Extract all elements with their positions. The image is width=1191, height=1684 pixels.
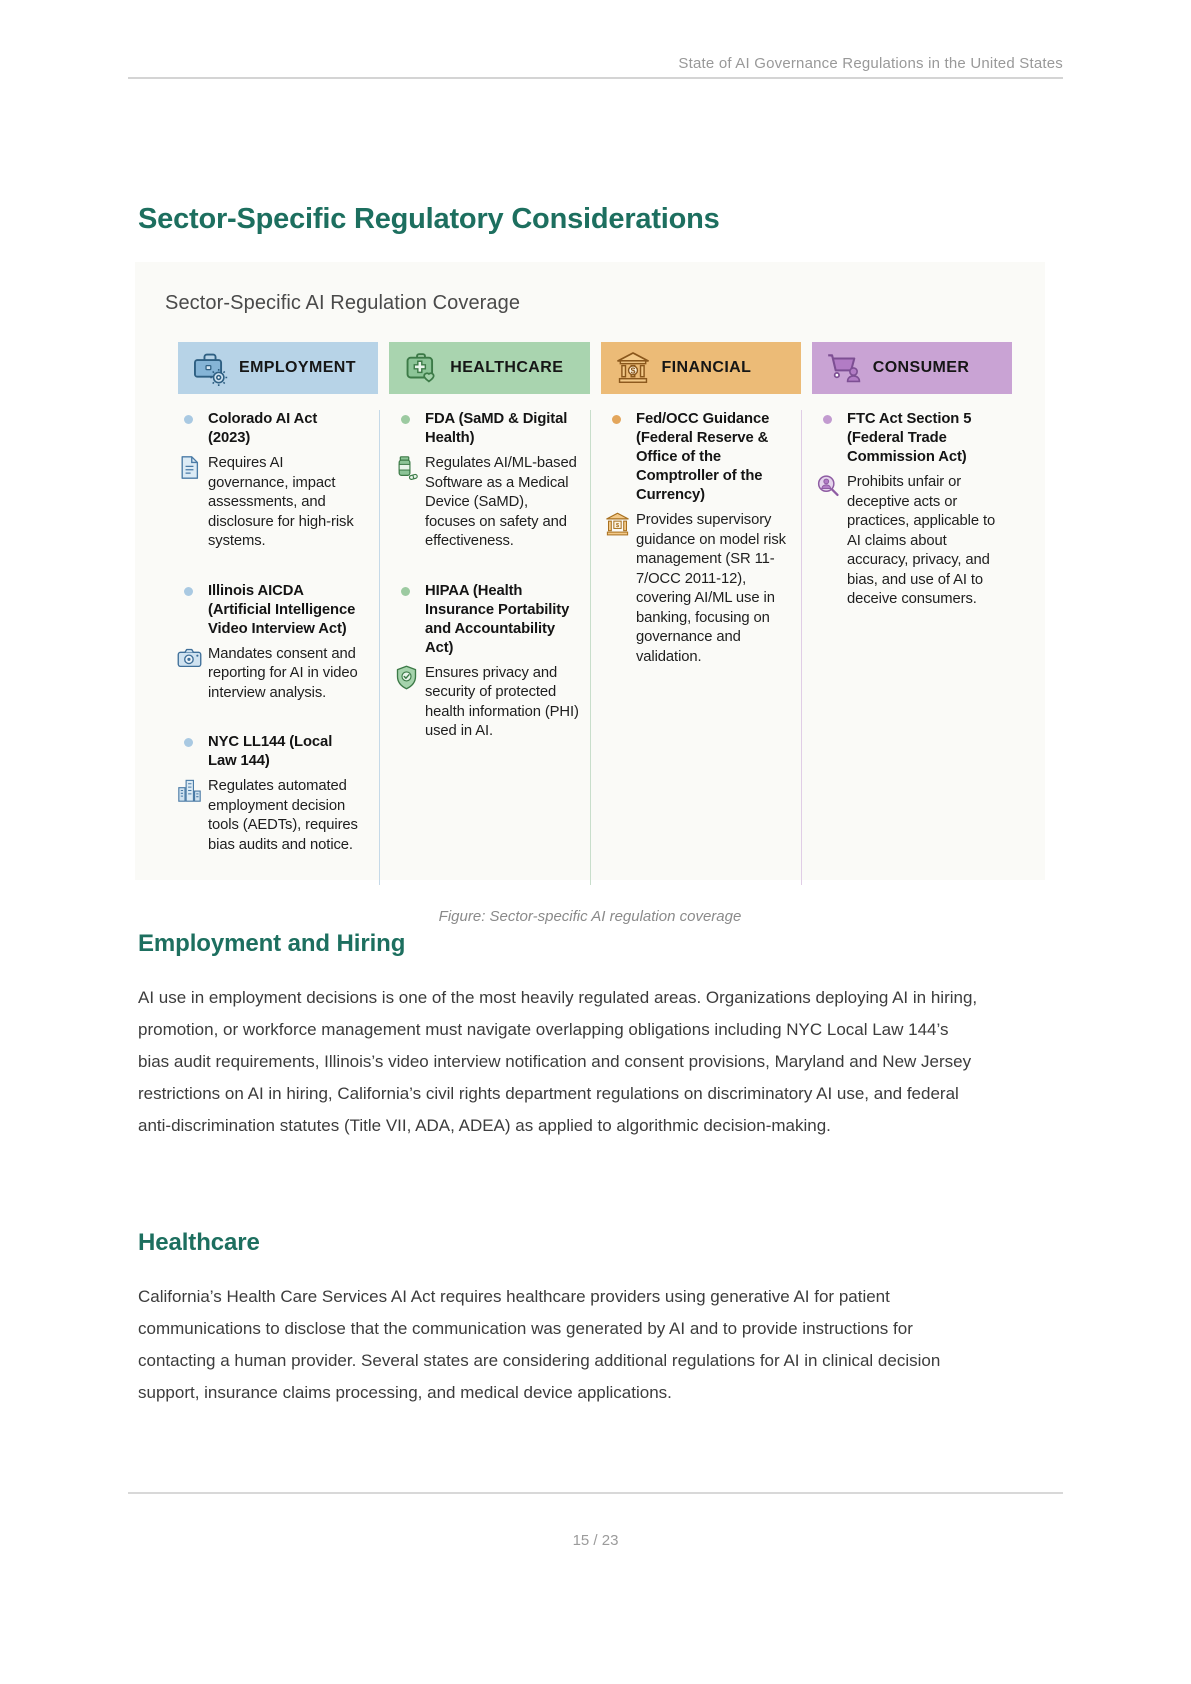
sector-column-employment — [178, 410, 379, 885]
page-number: 15 / 23 — [572, 1532, 619, 1549]
section — [138, 1229, 980, 1409]
bullet-dot — [612, 415, 621, 424]
pill-bottle-icon — [393, 454, 420, 481]
regulation-title: Fed/OCC Guidance (Federal Reserve & Office of the Comptroller of the Currency) — [636, 411, 770, 503]
regulation-desc: Provides supervisory guidance on model risk management (SR 11-7/OCC 2011-12), covering AI/ML use in banking, focusing on governance and validation. — [636, 512, 786, 665]
sector-header-healthcare — [389, 342, 589, 394]
bank-icon — [614, 349, 652, 387]
bullet-dot — [401, 415, 410, 424]
header-rule — [128, 77, 1063, 79]
running-header: State of AI Governance Regulations in the United States — [678, 55, 1063, 72]
svg-text:$: $ — [630, 365, 635, 376]
sector-column-consumer — [801, 410, 1012, 885]
regulation-desc: Regulates AI/ML-based Software as a Medical Device (SaMD), focuses on safety and effectiveness. — [425, 455, 577, 549]
regulation-desc: Prohibits unfair or deceptive acts or practices, applicable to AI claims about accuracy, privacy, and bias, and use of AI to deceive consumers. — [847, 474, 996, 607]
regulation-item — [606, 410, 791, 667]
sector-label: FINANCIAL — [661, 359, 752, 376]
medkit-heart-icon — [402, 349, 440, 387]
figure-sector-coverage — [135, 262, 1045, 880]
footer-rule — [128, 1492, 1063, 1494]
sector-label: HEALTHCARE — [450, 359, 564, 376]
bullet-dot — [184, 738, 193, 747]
section — [138, 930, 980, 1142]
briefcase-gear-icon — [191, 349, 229, 387]
regulation-title: NYC LL144 (Local Law 144) — [208, 734, 333, 769]
figure-header-row — [178, 342, 1012, 394]
regulation-title: Colorado AI Act (2023) — [208, 411, 318, 446]
bullet-dot — [401, 587, 410, 596]
section-paragraph: AI use in employment decisions is one of the most heavily regulated areas. Organizations deploying AI in hiring, promotion, or workforce management must navigate overlapping obligations including NYC Local Law 144’s bias audit requirements, Illinois’s video interview notification and consent provisions, Maryland and New Jersey restrictions on AI in hiring, California’s civil rights department regulations on discriminatory AI use, and federal anti-discrimination statutes (Title VII, ADA, ADEA) as applied to algorithmic decision-making. — [138, 988, 978, 1135]
figure-title: Sector-Specific AI Regulation Coverage — [165, 292, 521, 314]
bullet-dot — [823, 415, 832, 424]
regulation-title: FDA (SaMD & Digital Health) — [425, 411, 568, 446]
sector-header-consumer — [812, 342, 1012, 394]
page-title: Sector-Specific Regulatory Considerations — [138, 203, 720, 235]
figure-columns — [178, 410, 1012, 885]
section-heading: Healthcare — [138, 1229, 260, 1256]
regulation-item — [817, 410, 1002, 610]
regulation-desc: Ensures privacy and security of protected health information (PHI) used in AI. — [425, 664, 579, 739]
bank-dollar-icon — [604, 511, 631, 538]
regulation-item — [395, 410, 580, 552]
regulation-desc: Regulates automated employment decision tools (AEDTs), requires bias audits and notice. — [208, 778, 358, 853]
city-buildings-icon — [176, 777, 203, 804]
shield-check-icon — [393, 664, 420, 691]
magnifier-person-icon — [815, 473, 842, 500]
sector-label: EMPLOYMENT — [239, 359, 356, 376]
regulation-item — [178, 733, 363, 855]
regulation-title: HIPAA (Health Insurance Portability and Accountability Act) — [425, 582, 570, 656]
svg-text:$: $ — [615, 523, 620, 530]
sector-header-financial — [601, 342, 801, 394]
regulation-title: FTC Act Section 5 (Federal Trade Commission Act) — [847, 411, 972, 465]
sector-column-healthcare — [379, 410, 590, 885]
section-heading: Employment and Hiring — [138, 930, 406, 957]
regulation-desc: Requires AI governance, impact assessments, and disclosure for high-risk systems. — [208, 455, 354, 549]
regulation-item — [178, 410, 363, 552]
sector-header-employment — [178, 342, 378, 394]
sector-label: CONSUMER — [872, 359, 970, 376]
regulation-desc: Mandates consent and reporting for AI in video interview analysis. — [208, 645, 358, 701]
bullet-dot — [184, 415, 193, 424]
shopping-cart-icon — [825, 349, 863, 387]
bullet-dot — [184, 587, 193, 596]
document-icon — [176, 454, 203, 481]
camera-icon — [176, 645, 203, 672]
section-paragraph: California’s Health Care Services AI Act requires healthcare providers using generative AI for patient communications to disclose that the communication was generated by AI and to provide instructions for contacting a human provider. Several states are considering additional regulations for AI in clinical decision support, insurance claims processing, and medical device applications. — [138, 1287, 941, 1402]
regulation-item — [395, 582, 580, 742]
figure-caption: Figure: Sector-specific AI regulation coverage — [438, 908, 742, 925]
sector-column-financial — [590, 410, 801, 885]
regulation-item — [178, 582, 363, 704]
regulation-title: Illinois AICDA (Artificial Intelligence Video Interview Act) — [208, 582, 356, 637]
